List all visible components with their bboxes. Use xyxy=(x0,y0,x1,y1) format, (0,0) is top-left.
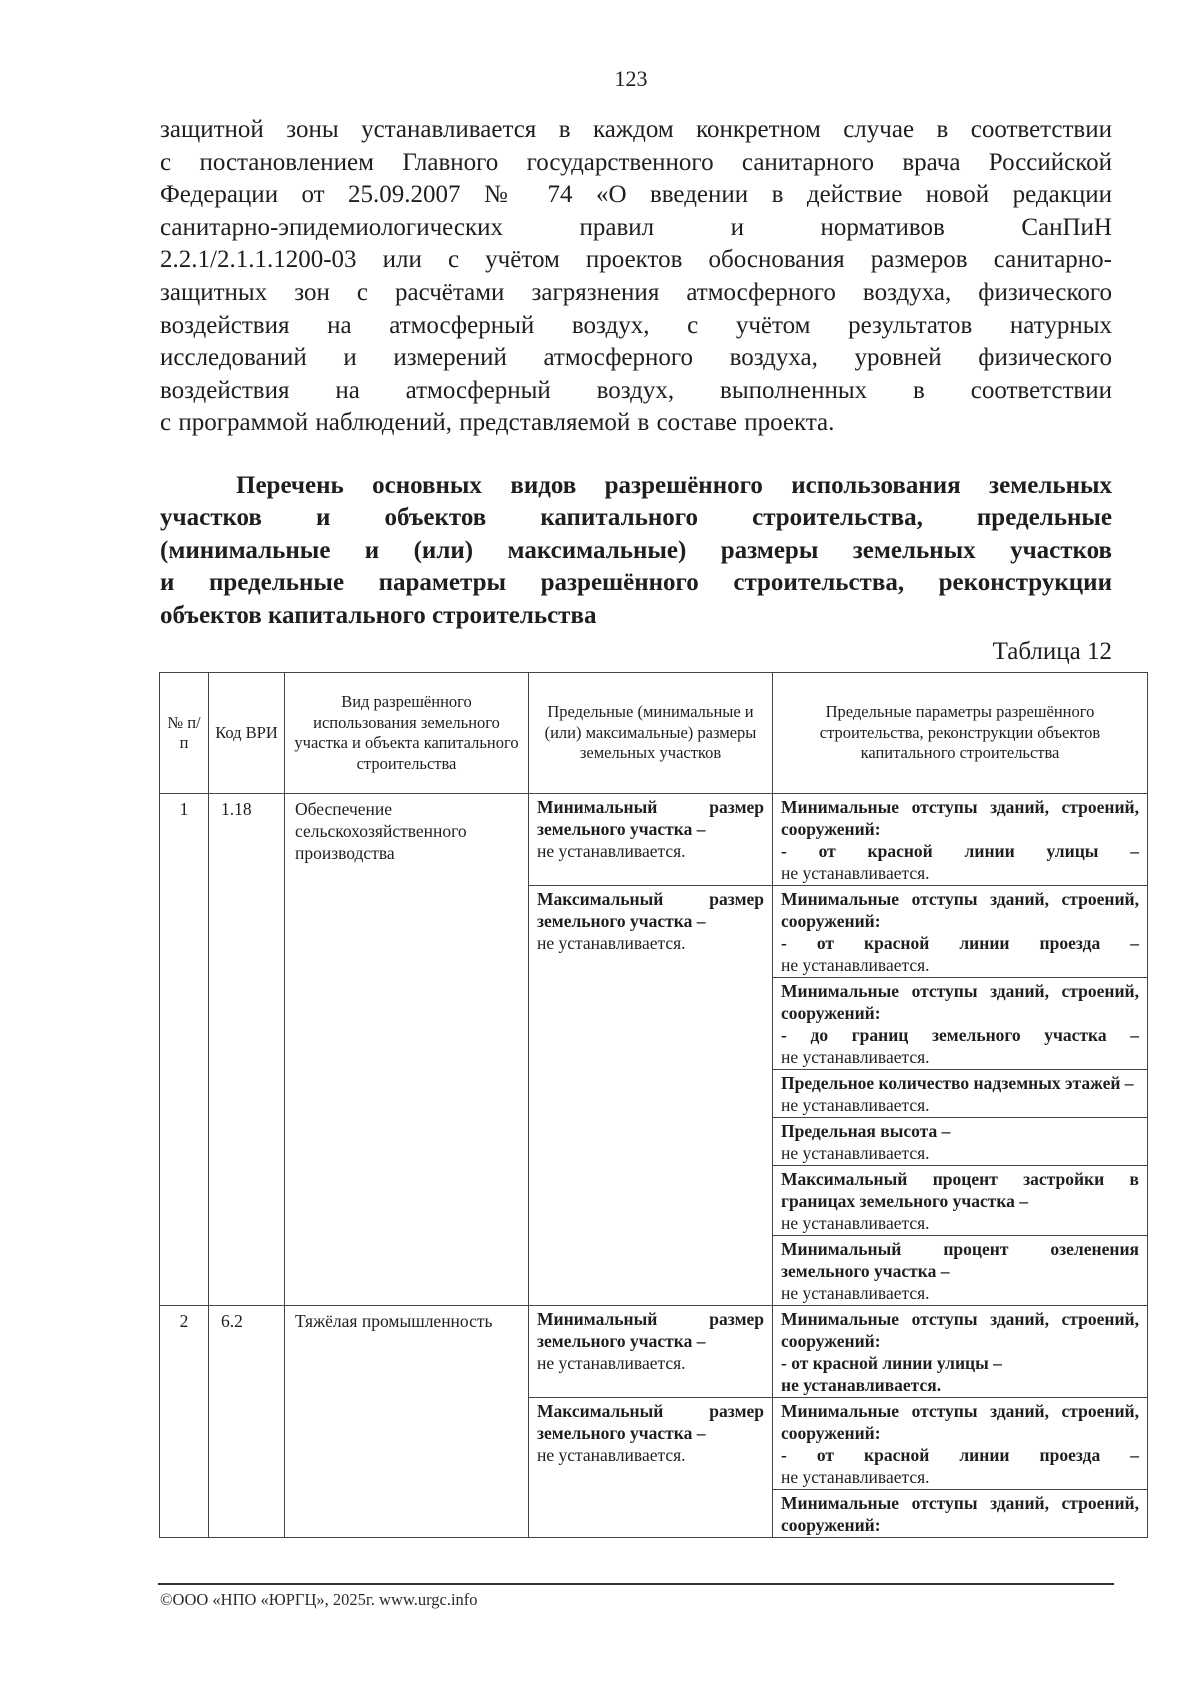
setback-value: не устанавливается. xyxy=(781,1467,930,1487)
min-land-size-title: Минимальный размер земельного участка – xyxy=(537,797,764,839)
header-code: Код ВРИ xyxy=(209,673,285,794)
max-land-size-value: не устанавливается. xyxy=(537,933,686,953)
max-land-size-cell xyxy=(529,1398,773,1538)
setback-driveway-cell xyxy=(773,1398,1148,1490)
max-land-size-value: не устанавливается. xyxy=(537,1445,686,1465)
setback-value: не устанавливается. xyxy=(781,1047,930,1067)
height-value: не устанавливается. xyxy=(781,1143,930,1163)
row-code: 6.2 xyxy=(209,1306,285,1538)
height-title: Предельная высота – xyxy=(781,1121,951,1141)
intro-line: с постановлением Главного государственного санитарного врача Российской xyxy=(160,148,1112,176)
height-cell xyxy=(773,1118,1148,1166)
footer-copyright: ©ООО «НПО «ЮРГЦ», 2025г. www.urgc.info xyxy=(160,1590,478,1609)
row-code: 1.18 xyxy=(209,794,285,1306)
setback-from-driveway: - от красной линии проезда – xyxy=(781,1445,1139,1465)
min-greening-title: Минимальный процент озеленения земельного участка – xyxy=(781,1239,1139,1281)
intro-line: санитарно-эпидемиологических правил и нормативов СанПиН xyxy=(160,213,1112,241)
setback-title: Минимальные отступы зданий, строений, сооружений: xyxy=(781,797,1139,839)
heading-line: участков и объектов капитального строительства, предельные xyxy=(160,504,1112,532)
floors-title: Предельное количество надземных этажей – xyxy=(781,1073,1134,1093)
min-greening-cell xyxy=(773,1236,1148,1306)
table-header-row xyxy=(160,673,1148,794)
heading-line: Перечень основных видов разрешённого использования земельных xyxy=(236,472,1112,499)
table-row xyxy=(160,1306,1148,1398)
row-num: 2 xyxy=(160,1306,209,1538)
header-land-size: Предельные (минимальные и (или) максимальные) размеры земельных участков xyxy=(529,673,773,794)
intro-line: 2.2.1/2.1.1.1200-03 или с учётом проектов обоснования размеров санитарно- xyxy=(160,246,1112,274)
max-land-size-cell xyxy=(529,886,773,1306)
min-land-size-cell xyxy=(529,794,773,886)
table-row xyxy=(160,794,1148,886)
setback-border-cell xyxy=(773,978,1148,1070)
intro-line: с программой наблюдений, представляемой в составе проекта. xyxy=(160,409,835,437)
max-coverage-value: не устанавливается. xyxy=(781,1213,930,1233)
setback-cell-partial xyxy=(773,1490,1148,1538)
setback-title: Минимальные отступы зданий, строений, сооружений: xyxy=(781,1493,1139,1535)
header-params: Предельные параметры разрешённого строительства, реконструкции объектов капитального строительства xyxy=(773,673,1148,794)
row-vri: Тяжёлая промышленность xyxy=(285,1306,529,1538)
min-greening-value: не устанавливается. xyxy=(781,1283,930,1303)
max-land-size-title: Максимальный размер земельного участка – xyxy=(537,1401,764,1443)
intro-line: защитных зон с расчётами загрязнения атмосферного воздуха, физического xyxy=(160,278,1112,306)
setback-driveway-cell xyxy=(773,886,1148,978)
setback-to-border: - до границ земельного участка – xyxy=(781,1025,1139,1045)
setback-from-street: - от красной линии улицы – xyxy=(781,841,1139,861)
heading-line: и предельные параметры разрешённого строительства, реконструкции xyxy=(160,569,1112,597)
header-num: № п/п xyxy=(160,673,209,794)
floors-value: не устанавливается. xyxy=(781,1095,930,1115)
min-land-size-cell xyxy=(529,1306,773,1398)
intro-paragraph xyxy=(160,114,1112,440)
regulations-table xyxy=(159,672,1148,1538)
setback-title: Минимальные отступы зданий, строений, сооружений: xyxy=(781,981,1139,1023)
intro-line: воздействия на атмосферный воздух, выполненных в соответствии xyxy=(160,376,1112,404)
setback-street-cell xyxy=(773,794,1148,886)
max-land-size-title: Максимальный размер земельного участка – xyxy=(537,889,764,931)
heading-line: (минимальные и (или) максимальные) размеры земельных участков xyxy=(160,536,1112,564)
row-vri: Обеспечение сельскохозяйственного производства xyxy=(285,794,529,1306)
setback-from-driveway: - от красной линии проезда – xyxy=(781,933,1139,953)
setback-value: не устанавливается. xyxy=(781,955,930,975)
setback-title: Минимальные отступы зданий, строений, сооружений: xyxy=(781,889,1139,931)
section-heading xyxy=(160,470,1112,632)
footer-divider xyxy=(158,1583,1114,1585)
row-num: 1 xyxy=(160,794,209,1306)
min-land-size-value: не устанавливается. xyxy=(537,1353,686,1373)
min-land-size-value: не устанавливается. xyxy=(537,841,686,861)
intro-line: воздействия на атмосферный воздух, с учётом результатов натурных xyxy=(160,311,1112,339)
header-vri: Вид разрешённого использования земельного участка и объекта капитального строительства xyxy=(285,673,529,794)
max-coverage-cell xyxy=(773,1166,1148,1236)
floors-cell xyxy=(773,1070,1148,1118)
min-land-size-title: Минимальный размер земельного участка – xyxy=(537,1309,764,1351)
setback-value: не устанавливается. xyxy=(781,863,930,883)
page-number: 123 xyxy=(614,66,648,91)
setback-title: Минимальные отступы зданий, строений, сооружений: xyxy=(781,1401,1139,1443)
setback-from-street: - от красной линии улицы – xyxy=(781,1353,1002,1373)
table-caption: Таблица 12 xyxy=(992,638,1112,665)
heading-line: объектов капитального строительства xyxy=(160,601,597,629)
setback-value: не устанавливается. xyxy=(781,1375,942,1395)
setback-title: Минимальные отступы зданий, строений, сооружений: xyxy=(781,1309,1139,1351)
max-coverage-title: Максимальный процент застройки в границах земельного участка – xyxy=(781,1169,1139,1211)
intro-line: Федерации от 25.09.2007 № 74 «О введении в действие новой редакции xyxy=(160,181,1112,209)
setback-street-cell xyxy=(773,1306,1148,1398)
intro-line: исследований и измерений атмосферного воздуха, уровней физического xyxy=(160,344,1112,372)
intro-line: защитной зоны устанавливается в каждом конкретном случае в соответствии xyxy=(160,116,1112,143)
